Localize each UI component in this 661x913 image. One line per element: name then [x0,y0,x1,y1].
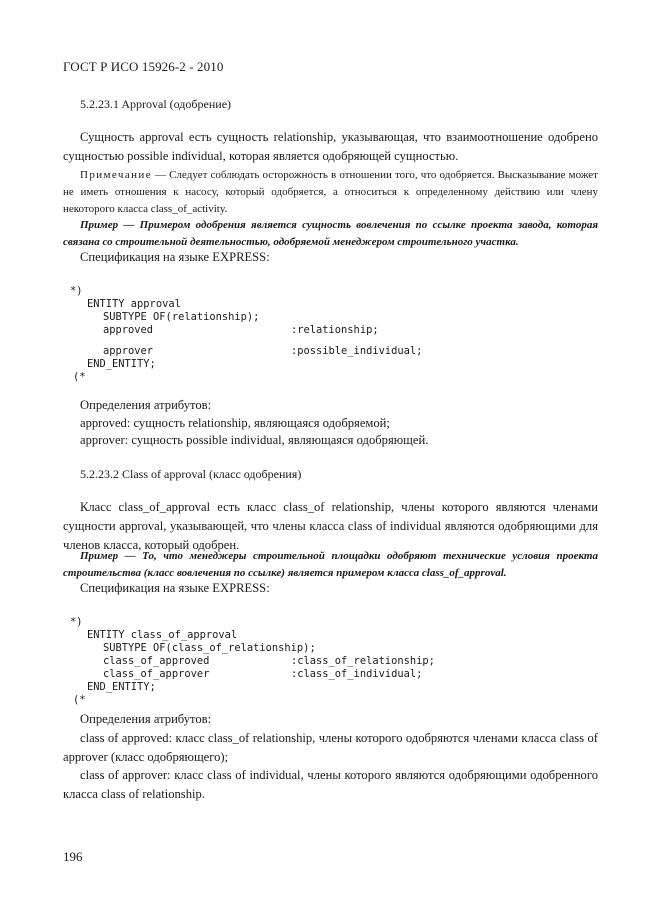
document-header: ГОСТ Р ИСО 15926-2 - 2010 [63,59,224,74]
code-attr-name: approved [103,324,154,336]
express-code-class-of-approval [70,616,435,707]
code-subtype: SUBTYPE OF(relationship); [103,311,260,323]
code-close: (* [73,694,86,706]
note-label: Примечание [80,169,152,181]
attr-def-class-of-approved: class of approved: класс class_of relationship, члены которого одобряются членами класса class of approver (класс одобряющего); [63,731,598,764]
code-attr-row [103,324,379,337]
example-approval: Пример — Примером одобрения является сущность вовлечения по ссылке проекта завода, которая связана со строительной деятельностью, одобряемой менеджером строительного участка. [63,219,598,248]
code-attr-type: :relationship; [291,324,379,336]
code-close: (* [73,371,86,383]
attr-defs-label-approval: Определения атрибутов: [80,398,212,412]
attr-def-approved: approved: сущность relationship, являющаяся одобряемой; [80,416,390,430]
note-text: — Следует соблюдать осторожность в отношении того, что одобряется. Высказывание может не иметь отношения к насосу, который одобряется, а относиться к определенному действию или члену некоторого класса class_of_activity. [63,169,598,215]
spec-label-approval: Спецификация на языке EXPRESS: [80,250,270,264]
code-attr-row [103,345,423,358]
code-attr-type: :possible_individual; [291,345,423,357]
code-subtype: SUBTYPE OF(class_of_relationship); [103,642,316,654]
code-attr-name: class_of_approver [103,668,210,680]
code-attr-type: :class_of_individual; [291,668,423,680]
definition-approval: Сущность approval есть сущность relationship, указывающая, что взаимоотношение одобрено сущностью possible individual, которая является одобряющей сущностью. [63,130,598,163]
definition-class-of-approval: Класс class_of_approval есть класс class_of relationship, члены которого являются членами сущности approval, указывающей, что члены класса class of individual являются одобряющими для членов класса, который одобрен. [63,500,598,552]
code-end: END_ENTITY; [87,358,156,370]
section-heading-class-of-approval: 5.2.23.2 Class of approval (класс одобрения) [80,467,302,481]
code-attr-row [103,668,423,681]
attr-def-approver: approver: сущность possible individual, являющаяся одобряющей. [80,433,429,447]
example-class-of-approval: Пример — То, что менеджеры строительной площадки одобряют технические условия проекта строительства (класс вовлечения по ссылке) является примером класса class_of_approval. [63,550,598,579]
code-end: END_ENTITY; [87,681,156,693]
code-entity: ENTITY class_of_approval [87,629,238,641]
code-attr-type: :class_of_relationship; [291,655,435,667]
attr-def-class-of-approver: class of approver: класс class of individual, члены которого являются одобряющими одобренного класса class of relationship. [63,768,598,801]
code-entity: ENTITY approval [87,298,181,310]
express-code-approval [70,285,423,384]
attr-defs-label-class-of-approval: Определения атрибутов: [80,712,212,726]
code-open: *) [70,616,83,628]
note-approval [63,167,598,218]
section-heading-approval: 5.2.23.1 Approval (одобрение) [80,97,232,111]
code-open: *) [70,285,83,297]
code-attr-row [103,655,435,668]
code-attr-name: class_of_approved [103,655,210,667]
code-attr-name: approver [103,345,154,357]
spec-label-class-of-approval: Спецификация на языке EXPRESS: [80,581,270,595]
page-number: 196 [63,849,83,864]
